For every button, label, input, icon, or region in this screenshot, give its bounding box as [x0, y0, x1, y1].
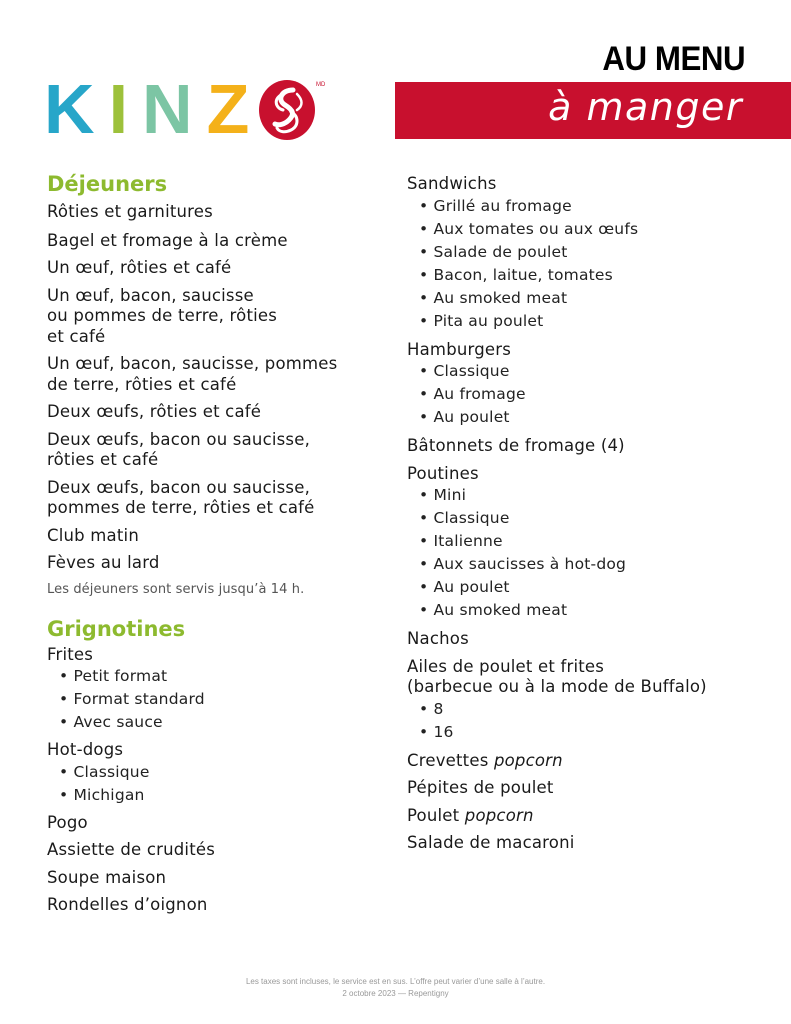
menu-item-ailes-detail: (barbecue ou à la mode de Buffalo): [407, 677, 707, 696]
menu-item-macaroni: Salade de macaroni: [407, 833, 575, 852]
menu-item: Fèves au lard: [47, 553, 160, 572]
logo-letter-k: K: [44, 70, 95, 148]
option-item: • Avec sauce: [47, 711, 387, 734]
option-item: • 16: [407, 721, 777, 744]
dejeuners-note: Les déjeuners sont servis jusqu’à 14 h.: [47, 581, 305, 597]
menu-item-crevettes: [407, 751, 777, 772]
crevettes-italic: popcorn: [493, 750, 563, 770]
section-title-dejeuners: Déjeuners: [47, 172, 168, 196]
logo-letter-z: Z: [206, 70, 250, 148]
section-title-grignotines: Grignotines: [47, 616, 186, 641]
menu-item-hotdogs: Hot-dogs: [47, 740, 124, 759]
menu-item-sandwichs: Sandwichs: [407, 174, 497, 193]
menu-item: ou pommes de terre, rôties: [47, 306, 278, 325]
menu-item: pommes de terre, rôties et café: [47, 498, 315, 517]
option-item: • Format standard: [47, 688, 387, 711]
menu-item-nachos: Nachos: [407, 629, 469, 648]
option-item: • Classique: [407, 360, 777, 383]
logo-letter-n: N: [142, 70, 193, 148]
option-item: • Salade de poulet: [407, 241, 777, 264]
option-item: • Au poulet: [407, 406, 777, 429]
option-item: • Italienne: [407, 530, 777, 553]
header-title: AU MENU: [602, 40, 745, 78]
option-item: • Au smoked meat: [407, 287, 777, 310]
menu-item: Club matin: [47, 525, 139, 545]
menu-item: Bagel et fromage à la crème: [47, 230, 288, 250]
menu-item-hamburgers: Hamburgers: [407, 339, 512, 359]
menu-item: et café: [47, 326, 106, 346]
option-item: • Aux tomates ou aux œufs: [407, 218, 777, 241]
option-item: • Michigan: [47, 784, 387, 807]
menu-item-poutines: Poutines: [407, 463, 479, 483]
option-item: • Mini: [407, 484, 777, 507]
menu-item: Rondelles d’oignon: [47, 895, 208, 914]
menu-item: Un œuf, rôties et café: [47, 258, 232, 277]
menu-item-poulet: [407, 806, 777, 827]
option-item: • Grillé au fromage: [407, 195, 777, 218]
kinzo-logo: [44, 70, 315, 148]
option-item: • Pita au poulet: [407, 310, 777, 333]
menu-item-ailes: Ailes de poulet et frites: [407, 656, 605, 676]
menu-item: Deux œufs, rôties et café: [47, 402, 262, 421]
option-item: • Bacon, laitue, tomates: [407, 264, 777, 287]
option-item: • Classique: [407, 507, 777, 530]
option-item: • Classique: [47, 761, 387, 784]
menu-item: Un œuf, bacon, saucisse, pommes: [47, 354, 338, 373]
option-item: • Petit format: [47, 665, 387, 688]
left-column: [47, 172, 387, 916]
header-band: [395, 82, 791, 139]
option-item: • Au poulet: [407, 576, 777, 599]
menu-item: Soupe maison: [47, 867, 167, 887]
crevettes-label: Crevettes: [407, 750, 489, 770]
menu-item: Rôties et garnitures: [47, 202, 213, 221]
menu-item: Assiette de crudités: [47, 840, 216, 859]
menu-item: Pogo: [47, 812, 88, 832]
menu-item-frites: Frites: [47, 644, 94, 664]
option-item: • 8: [407, 698, 777, 721]
menu-item-pepites: Pépites de poulet: [407, 778, 554, 797]
logo-md-mark: MD: [316, 82, 326, 88]
logo-letter-i: I: [108, 70, 129, 148]
footer-date: 2 octobre 2023 — Repentigny: [342, 989, 449, 998]
option-item: • Au smoked meat: [407, 599, 777, 622]
option-item: • Au fromage: [407, 383, 777, 406]
menu-item: Deux œufs, bacon ou saucisse,: [47, 429, 311, 449]
header-subtitle: à manger: [548, 85, 743, 129]
menu-item: rôties et café: [47, 450, 159, 469]
footer-note: Les taxes sont incluses, le service est en sus. L’offre peut varier d’une salle à l’autre.: [245, 977, 546, 986]
right-column: [407, 174, 777, 854]
poulet-italic: popcorn: [464, 805, 534, 825]
option-item: • Aux saucisses à hot-dog: [407, 553, 777, 576]
menu-item: de terre, rôties et café: [47, 374, 237, 394]
poulet-label: Poulet: [407, 805, 460, 825]
menu-item: Deux œufs, bacon ou saucisse,: [47, 477, 311, 497]
logo-mark-icon: [259, 80, 315, 140]
menu-item: Un œuf, bacon, saucisse: [47, 285, 254, 305]
menu-item-batonnets: Bâtonnets de fromage (4): [407, 436, 625, 455]
